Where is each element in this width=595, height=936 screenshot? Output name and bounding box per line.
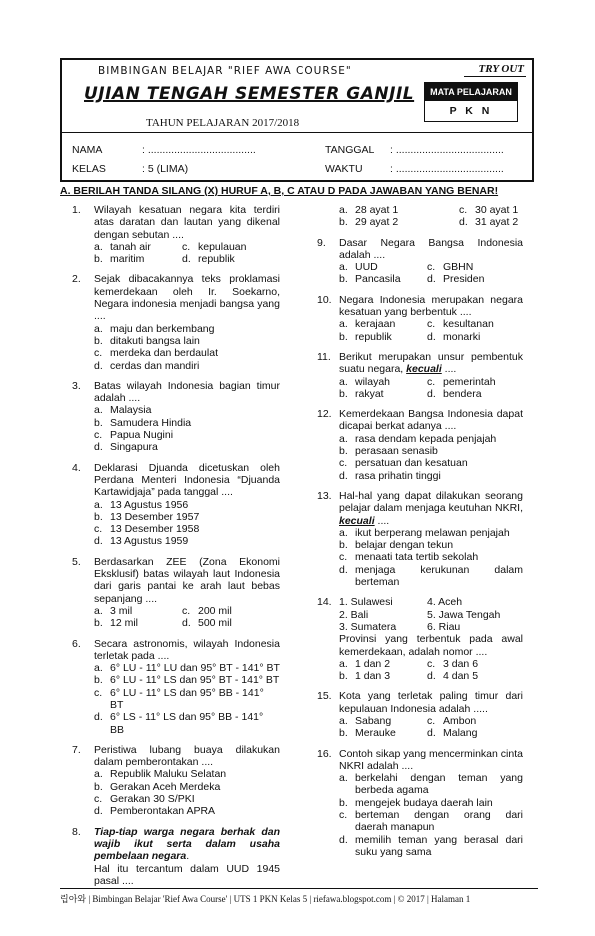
province-item: 1. Sulawesi: [339, 596, 393, 609]
question-number: 11.: [317, 350, 331, 363]
tanggal-label: TANGGAL: [325, 144, 375, 156]
question-number: 7.: [72, 743, 81, 756]
province-item: 3. Sumatera: [339, 620, 397, 633]
left-column: [72, 204, 280, 895]
question-number: 12.: [317, 408, 332, 421]
question-6: [72, 638, 280, 736]
option-c[interactable]: c. 6° LU - 11° LS dan 95° BB - 141° BT: [94, 686, 264, 711]
option-d[interactable]: d. Singapura: [94, 441, 158, 454]
question-number: 2.: [72, 273, 81, 286]
question-text: Sejak dibacakannya teks proklamasi kemerdekaan oleh Ir. Soekarno, Negara indonesia menjadi bangsa yang ....: [94, 273, 280, 323]
option-c[interactable]: c. kesultanan: [427, 318, 494, 331]
institution-name: BIMBINGAN BELAJAR "RIEF AWA COURSE": [98, 65, 352, 77]
tanggal-field[interactable]: : .....................................: [390, 144, 504, 156]
option-b[interactable]: b. mengejek budaya daerah lain: [339, 796, 493, 809]
option-grid: [94, 241, 280, 266]
question-3: [72, 380, 280, 454]
question-12: [317, 408, 523, 482]
option-c[interactable]: c. 200 mil: [182, 604, 232, 617]
kelas-value: : 5 (LIMA): [142, 163, 189, 175]
option-b[interactable]: b. republik: [339, 330, 392, 343]
kelas-label: KELAS: [72, 163, 106, 175]
option-d[interactable]: d. memilih teman yang berasal dari suku yang sama: [339, 833, 523, 858]
option-d[interactable]: d. 500 mil: [182, 617, 232, 630]
option-a[interactable]: a. 6° LU - 11° LU dan 95° BT - 141° BT: [94, 662, 280, 675]
option-d[interactable]: d. 4 dan 5: [427, 670, 479, 683]
question-text-2: Hal itu tercantum dalam UUD 1945 pasal ....: [94, 862, 280, 887]
option-c[interactable]: c. 13 Desember 1958: [94, 523, 200, 536]
option-c[interactable]: c. GBHN: [427, 261, 474, 274]
question-text: Kota yang terletak paling timur dari kepulauan Indonesia adalah .....: [339, 690, 523, 715]
option-a[interactable]: a. 28 ayat 1: [339, 204, 399, 216]
question-text: Contoh sikap yang mencerminkan cinta NKRI adalah ....: [339, 747, 523, 772]
question-text: Deklarasi Djuanda dicetuskan oleh Perdana Menteri Indonesia “Djuanda Kartawidjaja” pada tanggal ....: [94, 461, 280, 499]
option-d[interactable]: d. 6° LS - 11° LS dan 95° BB - 141° BB: [94, 711, 264, 736]
option-d[interactable]: d. Presiden: [427, 273, 485, 286]
option-c[interactable]: c. persatuan dan kesatuan: [339, 457, 468, 470]
question-8-options: [317, 204, 523, 229]
option-b[interactable]: b. 12 mil: [94, 617, 139, 630]
question-text: Negara Indonesia merupakan negara kesatuan yang berbentuk ....: [339, 293, 523, 319]
kecuali-emphasis: kecuali: [406, 363, 442, 376]
option-c[interactable]: c. kepulauan: [182, 240, 247, 253]
nama-label: NAMA: [72, 144, 103, 156]
option-d[interactable]: d. Pemberontakan APRA: [94, 805, 216, 818]
question-number: 1.: [72, 204, 81, 216]
subject-value: P K N: [449, 105, 493, 117]
option-a[interactable]: a. Republik Maluku Selatan: [94, 768, 227, 781]
question-5: [72, 556, 280, 630]
question-emphasis: Tiap-tiap warga negara berhak dan wajib ikut serta dalam usaha pembelaan negara: [94, 825, 280, 863]
question-text: Provinsi yang terbentuk pada awal kemerdekaan, adalah nomor ....: [339, 633, 523, 658]
option-a[interactable]: a. rasa dendam kepada penjajah: [339, 432, 497, 445]
subject-box: [424, 82, 518, 122]
option-grid: [339, 376, 523, 401]
option-b[interactable]: b. belajar dengan tekun: [339, 539, 454, 552]
subject-label: MATA PELAJARAN: [425, 83, 517, 101]
waktu-field[interactable]: : .....................................: [390, 163, 504, 175]
option-d[interactable]: d. menjaga kerukunan dalam berteman: [339, 563, 523, 589]
question-text: Wilayah kesatuan negara kita terdiri atas daratan dan lautan yang dikenal dengan sebutan ....: [94, 204, 280, 241]
province-item: 2. Bali: [339, 608, 369, 621]
option-b[interactable]: b. 1 dan 3: [339, 670, 391, 683]
question-2: [72, 273, 280, 371]
option-b[interactable]: b. 29 ayat 2: [339, 216, 399, 229]
kecuali-emphasis: kecuali: [339, 514, 375, 527]
option-b[interactable]: b. Merauke: [339, 727, 396, 740]
waktu-label: WAKTU: [325, 163, 363, 175]
question-number: 3.: [72, 379, 81, 392]
question-16: [317, 748, 523, 859]
question-number: 14.: [317, 596, 332, 609]
option-grid: [94, 605, 280, 630]
page-footer: 립아와 | Bimbingan Belajar 'Rief Awa Course' | UTS 1 PKN Kelas 5 | riefawa.blogspot.com | © 2017 | Halaman 1: [60, 894, 471, 904]
question-13: [317, 490, 523, 588]
option-c[interactable]: c. Papua Nugini: [94, 429, 174, 442]
option-d[interactable]: d. monarki: [427, 330, 481, 343]
question-number: 8.: [72, 825, 81, 838]
exam-title: UJIAN TENGAH SEMESTER GANJIL: [84, 84, 415, 104]
question-number: 6.: [72, 637, 81, 650]
question-number: 5.: [72, 555, 81, 568]
province-item: 6. Riau: [427, 620, 461, 633]
option-a[interactable]: a. wilayah: [339, 375, 391, 388]
option-a[interactable]: a. tanah air: [94, 240, 151, 253]
option-a[interactable]: a. Sabang: [339, 714, 392, 727]
option-a[interactable]: a. Malaysia: [94, 404, 152, 417]
option-b[interactable]: b. rakyat: [339, 387, 384, 400]
question-text: Kemerdekaan Bangsa Indonesia dapat dicapai berkat adanya ....: [339, 408, 523, 433]
question-number: 10.: [317, 293, 332, 306]
option-b[interactable]: b. maritim: [94, 253, 145, 266]
option-b[interactable]: b. perasaan senasib: [339, 445, 438, 458]
option-b[interactable]: b. ditakuti bangsa lain: [94, 334, 200, 347]
option-grid: [339, 715, 523, 740]
option-d[interactable]: d. rasa prihatin tinggi: [339, 469, 441, 482]
option-c[interactable]: c. berteman dengan orang dari daerah manapun: [339, 809, 523, 834]
question-15: [317, 690, 523, 739]
question-text: Peristiwa lubang buaya dilakukan dalam pemberontakan ....: [94, 743, 280, 769]
option-grid: [339, 318, 523, 343]
option-b[interactable]: b. Samudera Hindia: [94, 416, 192, 429]
question-text: Batas wilayah Indonesia bagian timur adalah ....: [94, 379, 280, 405]
option-c[interactable]: c. menaati tata tertib sekolah: [339, 551, 479, 564]
question-1: [72, 204, 280, 265]
option-c[interactable]: c. 30 ayat 1: [459, 204, 519, 216]
question-number: 9.: [317, 236, 326, 249]
question-4: [72, 462, 280, 548]
question-number: 15.: [317, 690, 332, 703]
option-c[interactable]: c. Gerakan 30 S/PKI: [94, 793, 195, 806]
question-14: [317, 596, 523, 682]
option-d[interactable]: d. cerdas dan mandiri: [94, 359, 200, 372]
footer-divider: [60, 888, 538, 889]
province-item: 4. Aceh: [427, 596, 463, 609]
option-grid: [339, 658, 523, 683]
option-a[interactable]: a. 3 mil: [94, 604, 133, 617]
question-text: Berikut merupakan unsur pembentuk suatu negara, kecuali ....: [339, 350, 523, 376]
question-number: 4.: [72, 461, 81, 474]
question-text: Tiap-tiap warga negara berhak dan wajib ikut serta dalam usaha pembelaan negara.: [94, 825, 280, 863]
province-item: 5. Jawa Tengah: [427, 608, 501, 621]
option-a[interactable]: a. 1 dan 2: [339, 657, 391, 670]
question-number: 13.: [317, 489, 332, 502]
option-a[interactable]: a. berkelahi dengan teman yang berbeda agama: [339, 772, 523, 797]
option-c[interactable]: c. pemerintah: [427, 375, 496, 388]
question-number: 16.: [317, 747, 332, 760]
option-c[interactable]: c. merdeka dan berdaulat: [94, 347, 218, 360]
option-d[interactable]: d. republik: [182, 253, 235, 266]
section-instruction: A. BERILAH TANDA SILANG (X) HURUF A, B, C ATAU D PADA JAWABAN YANG BENAR!: [60, 185, 499, 197]
option-d[interactable]: d. Malang: [427, 727, 478, 740]
option-b[interactable]: b. Gerakan Aceh Merdeka: [94, 780, 221, 793]
option-b[interactable]: b. 6° LU - 11° LS dan 95° BT - 141° BT: [94, 674, 280, 687]
question-10: [317, 294, 523, 343]
option-grid: [339, 261, 523, 286]
question-text: Hal-hal yang dapat dilakukan seorang pelajar dalam menjaga keutuhan NKRI, kecuali ....: [339, 489, 523, 527]
option-d[interactable]: d. 13 Agustus 1959: [94, 535, 189, 548]
tryout-label: TRY OUT: [478, 63, 524, 75]
header-divider: [62, 132, 532, 133]
tryout-underline: [464, 76, 526, 77]
option-c[interactable]: c. 3 dan 6: [427, 657, 479, 670]
right-column: [317, 204, 523, 866]
question-7: [72, 744, 280, 818]
option-d[interactable]: d. 31 ayat 2: [459, 216, 519, 229]
option-b[interactable]: b. Pancasila: [339, 273, 401, 286]
option-a[interactable]: a. 13 Agustus 1956: [94, 498, 189, 511]
option-d[interactable]: d. bendera: [427, 387, 482, 400]
question-9: [317, 237, 523, 286]
option-a[interactable]: a. maju dan berkembang: [94, 322, 215, 335]
question-11: [317, 351, 523, 400]
province-list: [339, 596, 523, 633]
question-text: Secara astronomis, wilayah Indonesia terletak pada ....: [94, 637, 280, 662]
option-a[interactable]: a. UUD: [339, 261, 378, 274]
option-a[interactable]: a. kerajaan: [339, 318, 396, 331]
nama-field[interactable]: : .....................................: [142, 144, 256, 156]
academic-year: TAHUN PELAJARAN 2017/2018: [146, 117, 300, 129]
question-8: [72, 826, 280, 887]
question-text: Dasar Negara Bangsa Indonesia adalah ....: [339, 236, 523, 261]
option-grid: [339, 204, 523, 229]
option-a[interactable]: a. ikut berperang melawan penjajah: [339, 526, 510, 539]
question-text: Berdasarkan ZEE (Zona Ekonomi Eksklusif) batas wilayah laut Indonesia dari garis pantai ke arah laut bebas sepanjang ....: [94, 555, 280, 605]
option-b[interactable]: b. 13 Desember 1957: [94, 510, 200, 523]
option-c[interactable]: c. Ambon: [427, 714, 477, 727]
